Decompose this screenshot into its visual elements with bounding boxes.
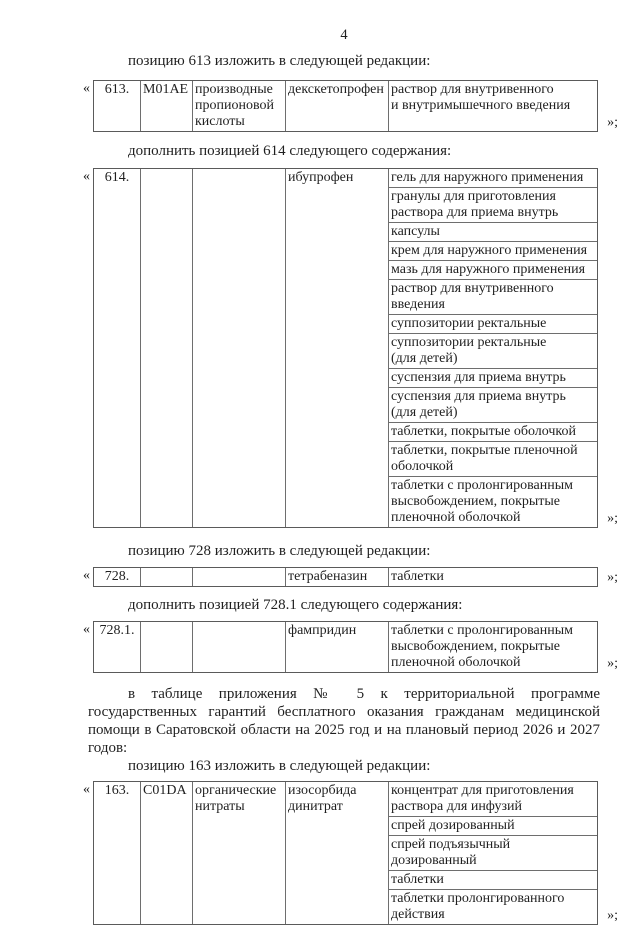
quote-close-mark: »; bbox=[607, 115, 618, 130]
quote-open-mark: « bbox=[83, 81, 90, 96]
table-728-wrap bbox=[83, 567, 618, 587]
cell-group-name: производные пропионовой кислоты bbox=[193, 81, 286, 131]
cell-dosage-forms-list bbox=[389, 782, 597, 924]
cell-position-number: 613. bbox=[94, 81, 141, 131]
quote-close-mark: »; bbox=[607, 511, 618, 526]
dosage-form-cell: таблетки с пролонгированным высвобождением, покрытые пленочной оболочкой bbox=[391, 478, 574, 525]
instruction-position-613: позицию 613 изложить в следующей редакции: bbox=[128, 53, 431, 69]
cell-group-name bbox=[193, 568, 286, 586]
dosage-form-cell: суспензия для приема внутрь (для детей) bbox=[389, 388, 597, 423]
cell-position-number: 728. bbox=[94, 568, 141, 586]
quote-open-mark: « bbox=[83, 169, 90, 184]
dosage-form-cell: гель для наружного применения bbox=[389, 169, 597, 188]
dosage-form-cell: спрей дозированный bbox=[389, 817, 597, 836]
quote-close-mark: »; bbox=[607, 908, 618, 923]
cell-drug-name: декскетопрофен bbox=[286, 81, 389, 131]
dosage-form-cell: суппозитории ректальные (для детей) bbox=[389, 334, 597, 369]
med-table-728-1 bbox=[93, 621, 598, 673]
cell-dosage-forms: таблетки bbox=[391, 569, 444, 584]
table-728-1-wrap bbox=[83, 621, 618, 673]
quote-open-mark: « bbox=[83, 622, 90, 637]
page-number: 4 bbox=[340, 27, 348, 43]
dosage-form-cell: таблетки пролонгированного действия bbox=[391, 891, 565, 922]
cell-position-number: 614. bbox=[94, 169, 141, 527]
cell-atc-code bbox=[141, 169, 193, 527]
instruction-position-163: позицию 163 изложить в следующей редакции: bbox=[128, 758, 431, 774]
quote-open-mark: « bbox=[83, 782, 90, 797]
cell-position-number: 728.1. bbox=[94, 622, 141, 672]
table-613-wrap bbox=[83, 80, 618, 132]
dosage-form-cell: капсулы bbox=[389, 223, 597, 242]
instruction-position-728: позицию 728 изложить в следующей редакции: bbox=[128, 543, 431, 559]
paragraph-appendix-5: в таблице приложения № 5 к территориальной программе государственных гарантий бесплатного оказания гражданам медицинской помощи в Саратовской области на 2025 год и на плановый период 2026 и 2027 годов: bbox=[88, 686, 600, 756]
dosage-form-cell: таблетки bbox=[389, 871, 597, 890]
cell-group-name: органические нитраты bbox=[193, 782, 286, 924]
quote-close-mark: »; bbox=[607, 570, 618, 585]
dosage-form-cell: спрей подъязычный дозированный bbox=[389, 836, 597, 871]
med-table-614 bbox=[93, 168, 598, 528]
dosage-form-cell: гранулы для приготовления раствора для приема внутрь bbox=[389, 188, 597, 223]
dosage-form-cell: таблетки, покрытые оболочкой bbox=[389, 423, 597, 442]
cell-drug-name: тетрабеназин bbox=[286, 568, 389, 586]
cell-atc-code: M01AE bbox=[141, 81, 193, 131]
cell-drug-name: фампридин bbox=[286, 622, 389, 672]
cell-group-name bbox=[193, 169, 286, 527]
cell-dosage-forms: таблетки с пролонгированным высвобождением, покрытые пленочной оболочкой bbox=[391, 623, 574, 670]
cell-dosage-forms: раствор для внутривенного и внутримышечного введения bbox=[391, 82, 571, 113]
cell-atc-code bbox=[141, 622, 193, 672]
cell-drug-name: ибупрофен bbox=[286, 169, 389, 527]
document-content bbox=[83, 0, 618, 925]
dosage-form-cell: суппозитории ректальные bbox=[389, 315, 597, 334]
dosage-form-cell: таблетки, покрытые пленочной оболочкой bbox=[389, 442, 597, 477]
instruction-position-614: дополнить позицией 614 следующего содержания: bbox=[128, 143, 452, 159]
cell-atc-code bbox=[141, 568, 193, 586]
med-table-728 bbox=[93, 567, 598, 587]
med-table-613 bbox=[93, 80, 598, 132]
dosage-form-cell: концентрат для приготовления раствора для инфузий bbox=[389, 782, 597, 817]
cell-position-number: 163. bbox=[94, 782, 141, 924]
cell-atc-code: C01DA bbox=[141, 782, 193, 924]
quote-open-mark: « bbox=[83, 568, 90, 583]
instruction-position-728-1: дополнить позицией 728.1 следующего содержания: bbox=[128, 597, 463, 613]
dosage-form-cell: суспензия для приема внутрь bbox=[389, 369, 597, 388]
dosage-form-cell: крем для наружного применения bbox=[389, 242, 597, 261]
cell-group-name bbox=[193, 622, 286, 672]
table-614-wrap bbox=[83, 168, 618, 528]
cell-drug-name: изосорбида динитрат bbox=[286, 782, 389, 924]
dosage-form-cell: раствор для внутривенного введения bbox=[389, 280, 597, 315]
dosage-form-cell: мазь для наружного применения bbox=[389, 261, 597, 280]
table-163-wrap bbox=[83, 781, 618, 925]
quote-close-mark: »; bbox=[607, 656, 618, 671]
med-table-163 bbox=[93, 781, 598, 925]
cell-dosage-forms-list bbox=[389, 169, 597, 527]
